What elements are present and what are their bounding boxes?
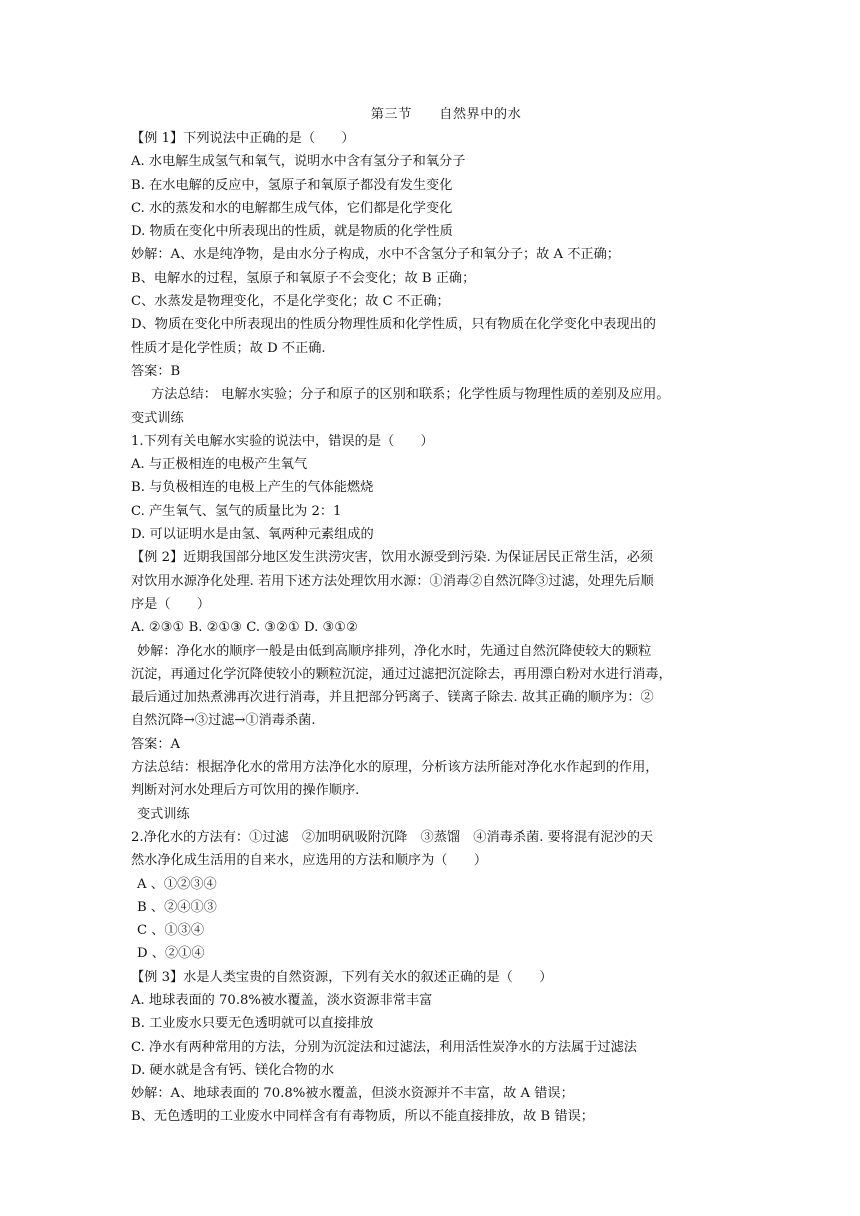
example-2-options: A. ②③① B. ②①③ C. ③②① D. ③①② bbox=[131, 620, 358, 636]
example-2-summary-cont: 判断对河水处理后方可饮用的操作顺序. bbox=[131, 783, 360, 799]
example-1-solution-d-cont: 性质才是化学性质；故 D 不正确. bbox=[131, 340, 326, 356]
example-3-option-c: C. 净水有两种常用的方法，分别为沉淀法和过滤法，利用活性炭净水的方法属于过滤法 bbox=[131, 1039, 637, 1055]
example-1-option-a: A. 水电解生成氢气和氧气，说明水中含有氢分子和氧分子 bbox=[131, 154, 466, 170]
document-content bbox=[131, 103, 731, 1129]
practice-2-option-a: A 、①②③④ bbox=[137, 876, 217, 892]
example-1-solution-c: C、水蒸发是物理变化，不是化学变化；故 C 不正确； bbox=[131, 294, 450, 310]
example-2-question-end: 序是（ ） bbox=[131, 596, 211, 612]
example-1-solution-a: 妙解：A、水是纯净物，是由水分子构成，水中不含氢分子和氧分子；故 A 不正确； bbox=[131, 247, 620, 263]
example-2-question-cont: 对饮用水源净化处理. 若用下述方法处理饮用水源：①消毒②自然沉降③过滤，处理先后顺 bbox=[131, 573, 654, 589]
example-2-answer: 答案：A bbox=[131, 736, 181, 752]
example-1-solution-d: D、物质在变化中所表现出的性质分物理性质和化学性质，只有物质在化学变化中表现出的 bbox=[131, 317, 656, 333]
practice-1-option-d: D. 可以证明水是由氢、氧两种元素组成的 bbox=[131, 527, 374, 543]
example-1-option-b: B. 在水电解的反应中，氢原子和氧原子都没有发生变化 bbox=[131, 177, 453, 193]
example-2-summary: 方法总结：根据净化水的常用方法净化水的原理，分析该方法所能对净化水作起到的作用， bbox=[131, 760, 659, 776]
practice-1-option-c: C. 产生氧气、氢气的质量比为 2：1 bbox=[131, 503, 342, 519]
practice-2-option-d: D 、②①④ bbox=[137, 946, 205, 962]
example-1-question: 【例 1】下列说法中正确的是（ ） bbox=[131, 131, 355, 146]
example-1-solution-b: B、电解水的过程，氢原子和氧原子不会变化；故 B 正确； bbox=[131, 270, 476, 286]
practice-2-question: 2.净化水的方法有：①过滤 ②加明矾吸附沉降 ③蒸馏 ④消毒杀菌. 要将混有泥沙的天 bbox=[131, 829, 654, 845]
section-title: 第三节 自然界中的水 bbox=[370, 107, 522, 122]
example-3-question: 【例 3】水是人类宝贵的自然资源，下列有关水的叙述正确的是（ ） bbox=[131, 969, 553, 985]
example-1-summary: 方法总结： 电解水实验；分子和原子的区别和联系；化学性质与物理性质的差别及应用。 bbox=[151, 387, 670, 403]
practice-2-option-b: B 、②④①③ bbox=[137, 899, 217, 915]
practice-1-option-b: B. 与负极相连的电极上产生的气体能燃烧 bbox=[131, 480, 374, 496]
practice-heading-2: 变式训练 bbox=[137, 806, 190, 822]
example-1-option-d: D. 物质在变化中所表现出的性质，就是物质的化学性质 bbox=[131, 224, 453, 240]
example-2-question: 【例 2】近期我国部分地区发生洪涝灾害，饮用水源受到污染. 为保证居民正常生活，必须 bbox=[131, 550, 654, 566]
example-3-solution-b: B、无色透明的工业废水中同样含有有毒物质，所以不能直接排放，故 B 错误； bbox=[131, 1109, 594, 1125]
example-3-option-d: D. 硬水就是含有钙、镁化合物的水 bbox=[131, 1062, 335, 1078]
example-3-solution-a: 妙解：A、地球表面的 70.8%被水覆盖，但淡水资源并不丰富，故 A 错误； bbox=[131, 1086, 574, 1102]
example-3-option-b: B. 工业废水只要无色透明就可以直接排放 bbox=[131, 1016, 374, 1032]
example-1-answer: 答案：B bbox=[131, 363, 181, 379]
practice-1-question: 1.下列有关电解水实验的说法中，错误的是（ ） bbox=[131, 433, 434, 449]
practice-2-question-cont: 然水净化成生活用的自来水，应选用的方法和顺序为（ ） bbox=[131, 853, 488, 869]
example-2-solution-cont-3: 自然沉降→③过滤→①消毒杀菌. bbox=[131, 713, 316, 729]
example-2-solution-cont-1: 沉淀，再通过化学沉降使较小的颗粒沉淀，通过过滤把沉淀除去，再用漂白粉对水进行消毒， bbox=[131, 666, 672, 682]
example-1-option-c: C. 水的蒸发和水的电解都生成气体，它们都是化学变化 bbox=[131, 200, 453, 216]
practice-2-option-c: C 、①③④ bbox=[137, 923, 205, 939]
example-3-option-a: A. 地球表面的 70.8%被水覆盖，淡水资源非常丰富 bbox=[131, 992, 433, 1008]
example-2-solution: 妙解：净化水的顺序一般是由低到高顺序排列，净化水时，先通过自然沉降使较大的颗粒 bbox=[137, 643, 652, 659]
practice-1-option-a: A. 与正极相连的电极产生氧气 bbox=[131, 457, 308, 473]
practice-heading-1: 变式训练 bbox=[131, 410, 184, 426]
example-2-solution-cont-2: 最后通过加热煮沸再次进行消毒，并且把部分钙离子、镁离子除去. 故其正确的顺序为：② bbox=[131, 690, 654, 706]
